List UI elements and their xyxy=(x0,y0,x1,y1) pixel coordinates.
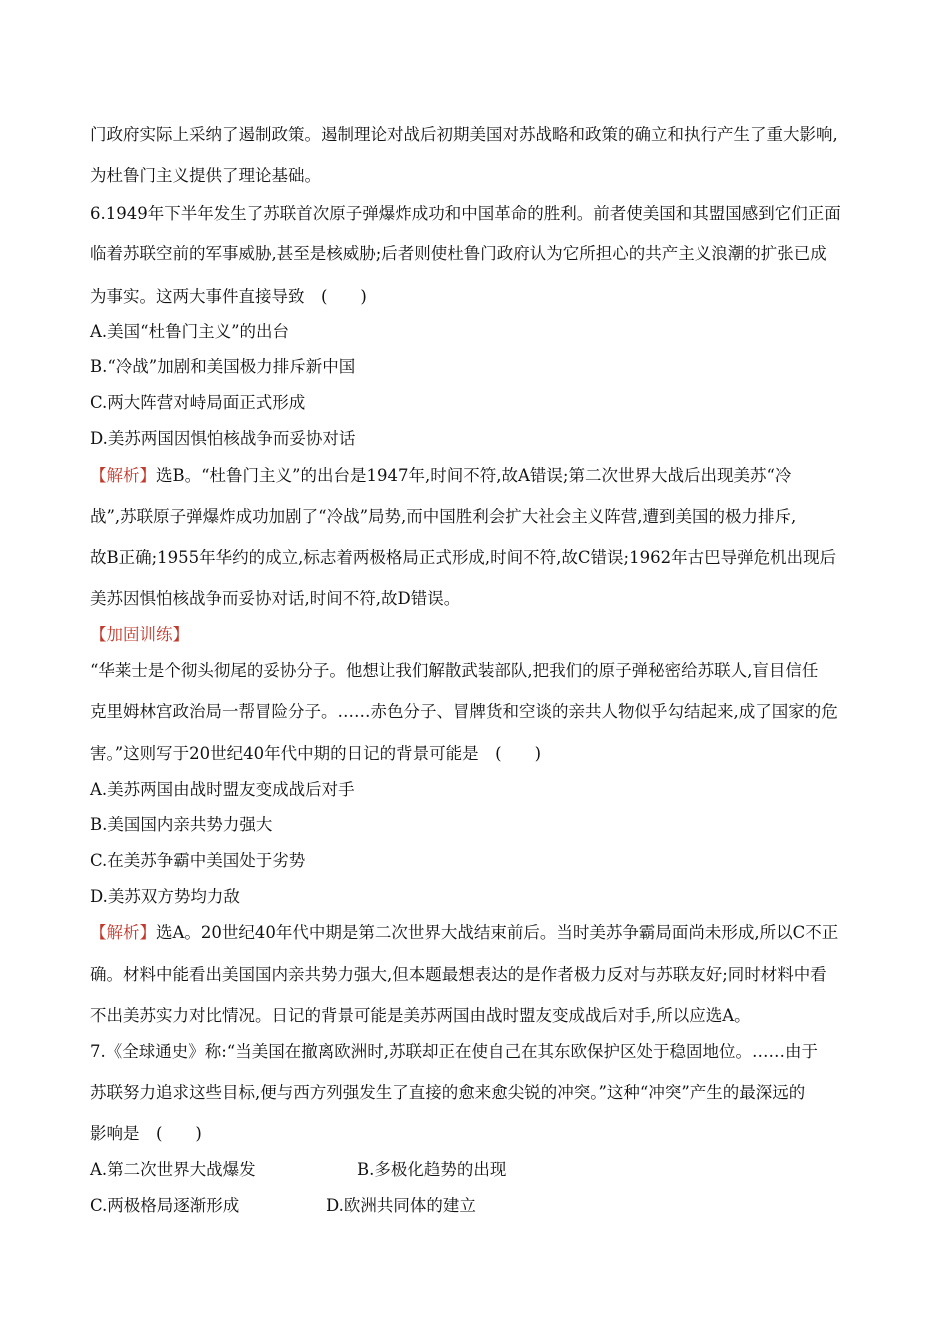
question-7-option-row xyxy=(90,1195,860,1217)
analysis-tag: 【解析】 xyxy=(90,466,156,485)
intro-line: 为杜鲁门主义提供了理论基础。 xyxy=(90,166,321,185)
question-6-stem: 为事实。这两大事件直接导致 ( ) xyxy=(90,287,367,306)
drill-analysis xyxy=(90,922,860,944)
analysis-tag: 【解析】 xyxy=(90,923,156,942)
drill-option-c: C.在美苏争霸中美国处于劣势 xyxy=(90,851,306,870)
drill-stem: “华莱士是个彻头彻尾的妥协分子。他想让我们解散武装部队,把我们的原子弹秘密给苏联人,盲目信任 xyxy=(90,661,819,680)
drill-option-a: A.美苏两国由战时盟友变成战后对手 xyxy=(90,780,355,799)
question-7-option-d: D.欧洲共同体的建立 xyxy=(326,1196,476,1215)
drill-analysis-line: 不出美苏实力对比情况。日记的背景可能是美苏两国由战时盟友变成战后对手,所以应选A。 xyxy=(90,1006,751,1025)
question-7-option-a: A.第二次世界大战爆发 xyxy=(90,1160,256,1179)
question-6-stem: 6.1949年下半年发生了苏联首次原子弹爆炸成功和中国革命的胜利。前者使美国和其盟国感到它们正面 xyxy=(90,204,841,223)
question-6-option-a: A.美国“杜鲁门主义”的出台 xyxy=(90,322,290,341)
question-7-stem: 7.《全球通史》称:“当美国在撤离欧洲时,苏联却正在使自己在其东欧保护区处于稳固地位。……由于 xyxy=(90,1042,818,1061)
question-7-option-row xyxy=(90,1159,860,1181)
question-7-option-b: B.多极化趋势的出现 xyxy=(357,1160,507,1179)
question-7-option-c: C.两极格局逐渐形成 xyxy=(90,1196,240,1215)
drill-option-d: D.美苏双方势均力敌 xyxy=(90,887,240,906)
question-6-option-d: D.美苏两国因惧怕核战争而妥协对话 xyxy=(90,429,356,448)
question-6-analysis-line: 战”,苏联原子弹爆炸成功加剧了“冷战”局势,而中国胜利会扩大社会主义阵营,遭到美国的极力排斥, xyxy=(90,507,797,526)
drill-analysis-line: 确。材料中能看出美国国内亲共势力强大,但本题最想表达的是作者极力反对与苏联友好;同时材料中看 xyxy=(90,965,827,984)
question-7-stem: 苏联努力追求这些目标,便与西方列强发生了直接的愈来愈尖锐的冲突。”这种“冲突”产生的最深远的 xyxy=(90,1083,806,1102)
question-6-analysis-line: 美苏因惧怕核战争而妥协对话,时间不符,故D错误。 xyxy=(90,589,461,608)
drill-option-b: B.美国国内亲共势力强大 xyxy=(90,815,273,834)
drill-heading: 【加固训练】 xyxy=(90,625,189,644)
analysis-text: 选B。“杜鲁门主义”的出台是1947年,时间不符,故A错误;第二次世界大战后出现美苏“冷 xyxy=(156,466,792,485)
question-6-analysis-line: 故B正确;1955年华约的成立,标志着两极格局正式形成,时间不符,故C错误;1962年古巴导弹危机出现后 xyxy=(90,548,837,567)
question-6-option-b: B.“冷战”加剧和美国极力排斥新中国 xyxy=(90,357,356,376)
drill-stem: 克里姆林宫政治局一帮冒险分子。……赤色分子、冒牌货和空谈的亲共人物似乎勾结起来,成了国家的危 xyxy=(90,702,838,721)
intro-line: 门政府实际上采纳了遏制政策。遏制理论对战后初期美国对苏战略和政策的确立和执行产生了重大影响, xyxy=(90,125,838,144)
question-6-analysis xyxy=(90,465,860,487)
question-6-option-c: C.两大阵营对峙局面正式形成 xyxy=(90,393,306,412)
question-7-stem: 影响是 ( ) xyxy=(90,1124,202,1143)
drill-stem: 害。”这则写于20世纪40年代中期的日记的背景可能是 ( ) xyxy=(90,744,542,763)
question-6-stem: 临着苏联空前的军事威胁,甚至是核威胁;后者则使杜鲁门政府认为它所担心的共产主义浪潮的扩张已成 xyxy=(90,244,827,263)
analysis-text: 选A。20世纪40年代中期是第二次世界大战结束前后。当时美苏争霸局面尚未形成,所以C不正 xyxy=(156,923,839,942)
